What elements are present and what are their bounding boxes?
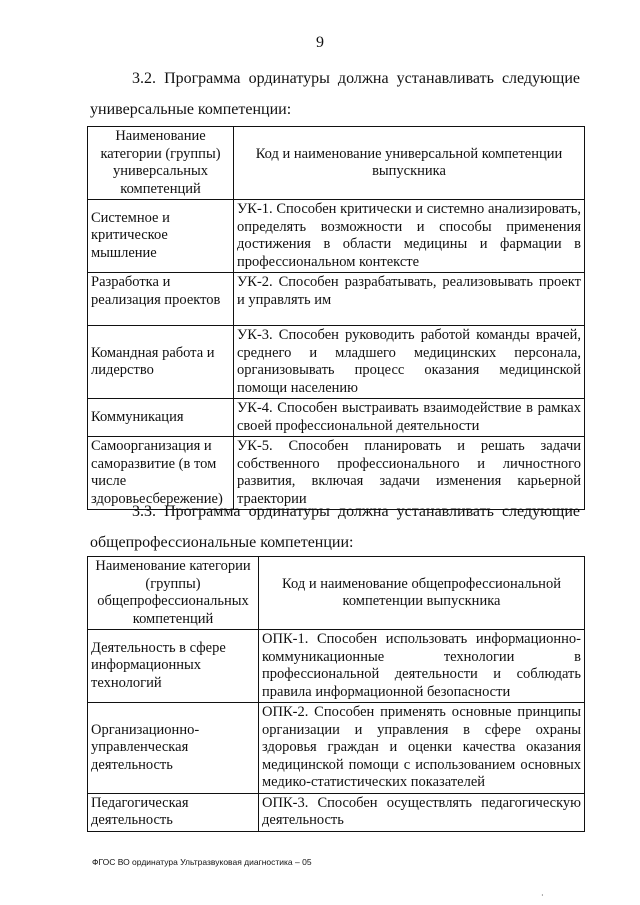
competence-cell: ОПК-1. Способен использовать информационно-коммуникационные технологии в профессиональной деятельности и соблюдать правила информационной безопасности (259, 630, 585, 703)
category-cell: Деятельность в сфере информационных технологий (88, 630, 259, 703)
general-professional-competences-table (87, 556, 585, 832)
competence-cell: УК-3. Способен руководить работой команды врачей, среднего и младшего медицинских персонала, организовывать процесс оказания медицинской помощи населению (234, 326, 585, 399)
category-cell: Организационно-управленческая деятельность (88, 703, 259, 794)
table-row (88, 703, 585, 794)
section-3-2-intro (90, 63, 580, 125)
table-row (88, 273, 585, 326)
header-code: Код и наименование общепрофессиональной компетенции выпускника (259, 557, 585, 630)
document-footer: ФГОС ВО ординатура Ультразвуковая диагностика – 05 (92, 857, 312, 867)
category-cell: Педагогическая деятельность (88, 793, 259, 831)
table-header-row (88, 127, 585, 200)
category-cell: Самоорганизация и саморазвитие (в том числе здоровьесбережение) (88, 437, 234, 510)
category-cell: Разработка и реализация проектов (88, 273, 234, 326)
section-3-3-intro (90, 496, 580, 558)
competence-cell: УК-1. Способен критически и системно анализировать, определять возможности и способы применения достижения в области медицины и фармации в профессиональном контексте (234, 200, 585, 273)
universal-competences-table (87, 126, 585, 510)
header-code: Код и наименование универсальной компетенции выпускника (234, 127, 585, 200)
table-row (88, 793, 585, 831)
competence-cell: УК-2. Способен разрабатывать, реализовывать проект и управлять им (234, 273, 585, 326)
table-row (88, 630, 585, 703)
category-cell: Командная работа и лидерство (88, 326, 234, 399)
section-3-3-intro-text: 3.3. Программа ординатуры должна устанавливать следующие общепрофессиональные компетенции: (90, 503, 580, 551)
section-3-2-intro-text: 3.2. Программа ординатуры должна устанавливать следующие универсальные компетенции: (90, 70, 580, 118)
competence-cell: УК-5. Способен планировать и решать задачи собственного профессионального и личностного развития, включая задачи изменения карьерной траектории (234, 437, 585, 510)
header-category: Наименование категории (группы) универсальных компетенций (88, 127, 234, 200)
header-category: Наименование категории (группы) общепрофессиональных компетенций (88, 557, 259, 630)
table-row (88, 399, 585, 437)
scan-mark: · (541, 891, 544, 900)
category-cell: Коммуникация (88, 399, 234, 437)
competence-cell: УК-4. Способен выстраивать взаимодействие в рамках своей профессиональной деятельности (234, 399, 585, 437)
page-number: 9 (316, 34, 324, 51)
table-row (88, 326, 585, 399)
category-cell: Системное и критическое мышление (88, 200, 234, 273)
competence-cell: ОПК-3. Способен осуществлять педагогическую деятельность (259, 793, 585, 831)
table-header-row (88, 557, 585, 630)
competence-cell: ОПК-2. Способен применять основные принципы организации и управления в сфере охраны здоровья граждан и оценки качества оказания медицинской помощи с использованием основных медико-статистических показателей (259, 703, 585, 794)
table-row (88, 200, 585, 273)
